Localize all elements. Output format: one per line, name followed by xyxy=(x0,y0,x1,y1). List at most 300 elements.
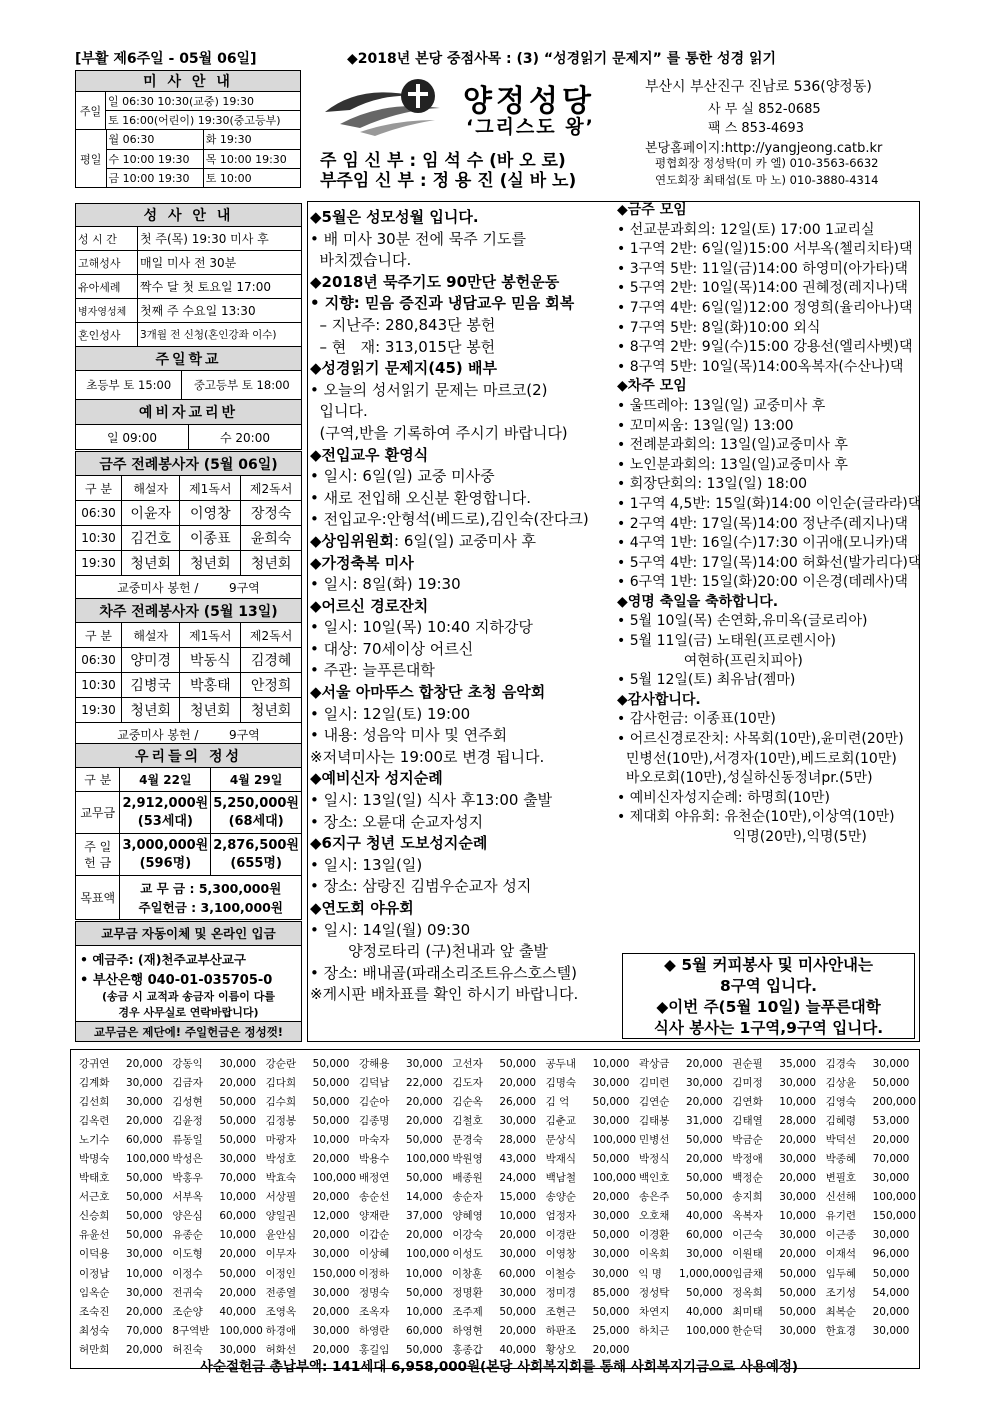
notice-line: • 장소: 배내골(파래소리조트유스호스텔) xyxy=(310,963,577,982)
donor-name: 노기수 xyxy=(79,1134,110,1147)
donor-amount: 60,000 xyxy=(685,1229,723,1242)
donor-name: 양혜영 xyxy=(452,1210,483,1223)
donor-amount: 50,000 xyxy=(219,1267,256,1280)
offering-title: 우리들의 정성 xyxy=(76,744,302,768)
server-name: 김건호 xyxy=(122,526,180,551)
donor-amount: 100,000 xyxy=(592,1134,637,1147)
donor-name: 박재식 xyxy=(545,1153,577,1166)
donor-amount: 1,000,000 xyxy=(679,1267,733,1280)
donor-amount: 20,000 xyxy=(405,1115,443,1128)
server-name: 이윤자 xyxy=(122,501,180,526)
donor-entry xyxy=(172,1284,265,1303)
donor-amount: 30,000 xyxy=(312,1286,350,1299)
donor-entry xyxy=(732,1188,825,1207)
notice-line: • 전례분과회의: 13일(일)교중미사 후 xyxy=(617,437,848,454)
donor-name: 전귀숙 xyxy=(172,1286,203,1299)
donor-amount: 20,000 xyxy=(219,1077,257,1090)
notice-line: • 주관: 늘푸른대학 xyxy=(310,661,435,680)
donor-name: 김연화 xyxy=(732,1096,763,1109)
donor-amount: 20,000 xyxy=(592,1343,630,1356)
notice-heading: ◆성경읽기 문제지(45) 배부 xyxy=(310,359,497,378)
col-header: 구 분 xyxy=(76,476,122,501)
donor-entry xyxy=(266,1131,359,1150)
donor-name: 박원영 xyxy=(452,1153,483,1166)
donor-amount: 50,000 xyxy=(126,1191,163,1204)
offering-label: 주 일 헌 금 xyxy=(76,834,120,876)
col-header: 제1독서 xyxy=(180,476,241,501)
donor-amount: 30,000 xyxy=(872,1324,910,1337)
donor-amount: 30,000 xyxy=(779,1077,817,1090)
donor-entry xyxy=(359,1284,452,1303)
target-collection: 주일헌금 : 3,100,000원 xyxy=(138,899,283,915)
donor-entry xyxy=(79,1131,172,1150)
donor-entry xyxy=(266,1074,359,1093)
notice-line: • 예비신자성지순례: 하명희(10만) xyxy=(617,789,830,806)
sacrament-label: 병자영성체 xyxy=(76,299,138,323)
donor-row xyxy=(79,1188,919,1207)
donor-name: 이덕용 xyxy=(79,1248,110,1261)
donor-entry xyxy=(826,1284,919,1303)
donor-name: 조숙진 xyxy=(79,1305,110,1318)
donor-entry xyxy=(79,1322,172,1341)
notice-line: • 4구역 1반: 16일(수)17:30 이귀애(모니카)댁 xyxy=(617,535,908,552)
coffee-line: 8구역 입니다. xyxy=(720,977,817,995)
donor-row xyxy=(79,1150,919,1169)
donor-name: 박홍우 xyxy=(172,1172,203,1185)
donor-entry xyxy=(546,1169,639,1188)
servers-next-week-table xyxy=(75,598,302,747)
offering-amount: 2,912,000원 xyxy=(122,795,209,811)
donor-amount: 50,000 xyxy=(685,1134,723,1147)
donor-name: 김미정 xyxy=(732,1077,763,1090)
donor-amount: 20,000 xyxy=(685,1096,723,1109)
donor-amount: 30,000 xyxy=(219,1058,257,1070)
donor-entry xyxy=(359,1322,452,1341)
donor-amount: 20,000 xyxy=(592,1191,630,1204)
donor-name: 이옥희 xyxy=(638,1248,670,1261)
donor-name: 임옥순 xyxy=(79,1286,110,1299)
notice-line: • 배 미사 30분 전에 묵주 기도를 xyxy=(310,229,526,248)
notice-line: • 일시: 13일(일) 식사 후13:00 출발 xyxy=(310,791,553,810)
notice-line: • 일시: 6일(일) 교중 미사중 xyxy=(310,467,495,486)
offering-table xyxy=(75,743,302,920)
donor-row xyxy=(79,1265,919,1284)
donor-row xyxy=(79,1226,919,1245)
notice-line: 민병선(10만),서경자(10만),베드로회(10만) xyxy=(617,750,897,767)
donor-entry xyxy=(732,1226,825,1245)
notice-line: • 장소: 오륜대 순교자성지 xyxy=(310,812,484,831)
donor-name: 김금자 xyxy=(172,1077,203,1090)
donor-name: 강해용 xyxy=(358,1058,390,1070)
notice-line: • 노인분과회의: 13일(일)교중미사 후 xyxy=(617,456,848,473)
bank-note: (송금 시 교적과 송금자 이름이 다를 xyxy=(102,990,275,1003)
donor-entry xyxy=(639,1055,732,1074)
donor-amount: 60,000 xyxy=(498,1267,536,1280)
donor-entry xyxy=(79,1188,172,1207)
donor-name: 김명숙 xyxy=(545,1077,577,1090)
notice-line: • 내용: 성음악 미사 및 연주회 xyxy=(310,726,508,745)
donor-amount: 30,000 xyxy=(779,1191,817,1204)
donor-amount: 30,000 xyxy=(592,1077,630,1090)
notice-heading: ◆차주 모임 xyxy=(617,378,687,395)
donor-entry xyxy=(79,1226,172,1245)
donor-name: 허만희 xyxy=(79,1343,110,1356)
offering-count: (655명) xyxy=(230,855,282,871)
donor-entry xyxy=(546,1226,639,1245)
donor-amount: 50,000 xyxy=(499,1305,537,1318)
donor-amount: 40,000 xyxy=(685,1305,723,1318)
donor-name: 이재석 xyxy=(825,1248,857,1261)
donor-amount: 30,000 xyxy=(126,1286,163,1299)
notice-line: • 1구역 4,5반: 15일(화)14:00 이인순(글라라)댁 xyxy=(617,495,922,512)
donor-amount: 50,000 xyxy=(779,1305,817,1318)
notice-heading: ◆5월은 성모성월 입니다. xyxy=(310,208,479,226)
donor-amount: 60,000 xyxy=(126,1134,163,1147)
donor-name: 박명숙 xyxy=(79,1153,110,1166)
donor-name: 한효경 xyxy=(825,1324,857,1337)
servers-this-week-table xyxy=(75,451,302,600)
donor-name: 박성은 xyxy=(172,1153,203,1166)
donor-name: 조영옥 xyxy=(265,1305,297,1318)
donor-entry xyxy=(826,1265,919,1284)
notice-heading: ◆예비신자 성지순례 xyxy=(310,769,443,788)
donor-name: 마숙자 xyxy=(358,1134,390,1147)
donor-amount: 10,000 xyxy=(219,1229,257,1242)
donor-entry xyxy=(452,1284,545,1303)
donor-entry xyxy=(265,1265,358,1284)
donor-entry xyxy=(732,1303,825,1322)
donor-amount: 10,000 xyxy=(126,1267,163,1280)
notice-line: • 전입교우:안형석(베드로),김인숙(잔다크) xyxy=(310,510,589,529)
donor-name: 홍종갑 xyxy=(452,1343,483,1356)
donor-amount: 20,000 xyxy=(219,1286,257,1299)
donor-amount: 50,000 xyxy=(592,1305,630,1318)
donor-entry xyxy=(359,1055,452,1074)
notice-line: • 8구역 2반: 9일(수)15:00 강용선(엘리사벳)댁 xyxy=(617,339,913,356)
donor-entry xyxy=(639,1112,732,1131)
target-label: 목표액 xyxy=(76,876,120,920)
donor-amount: 70,000 xyxy=(219,1172,257,1185)
donor-name: 이근종 xyxy=(825,1229,857,1242)
donor-amount: 20,000 xyxy=(499,1077,537,1090)
donor-name: 변필호 xyxy=(825,1172,857,1185)
donor-name: 하치근 xyxy=(638,1324,670,1337)
notice-line: • 2구역 4반: 17일(목)14:00 정난주(레지나)댁 xyxy=(617,515,908,532)
donor-name: 이경환 xyxy=(638,1229,670,1242)
donor-name: 이상혜 xyxy=(358,1248,390,1261)
donor-entry xyxy=(732,1169,825,1188)
donor-amount: 50,000 xyxy=(126,1172,163,1185)
notice-heading: ◆연도회 야유회 xyxy=(310,899,414,917)
top-bar xyxy=(75,48,920,67)
offertory-this: 교중미사 봉헌 / 9구역 xyxy=(76,576,302,600)
notice-line: 익명(20만),익명(5만) xyxy=(617,829,867,845)
server-name: 박홍태 xyxy=(180,673,241,698)
sacrament-value: 매일 미사 전 30분 xyxy=(138,251,302,275)
donor-entry xyxy=(172,1322,265,1341)
donor-list xyxy=(70,1049,920,1375)
donor-entry xyxy=(826,1093,919,1112)
parish-address: 부산시 부산진구 진남로 536(양정동) xyxy=(645,79,872,95)
donor-name: 이정남 xyxy=(79,1267,110,1280)
server-name: 청년회 xyxy=(241,551,302,576)
coffee-line: ◆이번 주(5월 10일) 늘푸른대학 xyxy=(656,998,881,1016)
donor-amount: 10,000 xyxy=(312,1134,350,1147)
donor-amount: 20,000 xyxy=(312,1191,350,1204)
offering-amount: 3,000,000원 xyxy=(122,837,209,853)
mass-schedule-table xyxy=(75,70,301,188)
donor-amount: 20,000 xyxy=(312,1343,350,1356)
donor-entry xyxy=(546,1188,639,1207)
server-time: 06:30 xyxy=(76,648,122,673)
donor-amount: 10,000 xyxy=(779,1096,817,1109)
donor-name: 정명환 xyxy=(452,1286,483,1299)
donor-entry xyxy=(359,1093,452,1112)
donor-entry xyxy=(826,1322,919,1341)
col-header: 구 분 xyxy=(76,768,120,792)
donor-entry xyxy=(732,1245,825,1264)
donor-entry xyxy=(172,1074,265,1093)
sacrament-value: 3개월 전 신청(혼인강좌 이수) xyxy=(138,323,302,347)
donor-entry xyxy=(359,1150,452,1169)
donor-entry xyxy=(826,1074,919,1093)
homepage-link[interactable]: 본당홈페이지:http://yangjeong.catb.kr xyxy=(645,141,883,156)
donor-amount: 30,000 xyxy=(312,1248,350,1261)
donor-entry xyxy=(266,1188,359,1207)
notice-heading: ◆감사합니다. xyxy=(617,691,701,708)
donor-name: 김계화 xyxy=(79,1077,110,1090)
donor-entry xyxy=(732,1322,825,1341)
catechumen-wed: 수 20:00 xyxy=(220,430,270,445)
donor-amount: 50,000 xyxy=(779,1286,817,1299)
weekday-thu: 목 10:00 19:30 xyxy=(203,149,300,168)
donor-name: 김윤정 xyxy=(172,1115,203,1128)
sacrament-title: 성 사 안 내 xyxy=(76,204,302,227)
donor-amount: 200,000 xyxy=(872,1096,917,1109)
donor-amount: 20,000 xyxy=(685,1058,723,1070)
donor-amount: 20,000 xyxy=(312,1229,350,1242)
fax-number: 팩 스 853-4693 xyxy=(708,121,804,136)
server-name: 양미경 xyxy=(122,648,180,673)
donor-amount: 10,000 xyxy=(499,1210,537,1223)
parish-logo xyxy=(320,74,460,138)
donor-entry xyxy=(826,1188,919,1207)
donor-entry xyxy=(359,1226,452,1245)
donor-amount: 50,000 xyxy=(685,1286,723,1299)
bank-note: 경우 사무실로 연락바랍니다) xyxy=(118,1006,259,1019)
donor-entry xyxy=(732,1112,825,1131)
donor-name: 정옥희 xyxy=(732,1286,763,1299)
donor-name: 이갑순 xyxy=(358,1229,390,1242)
donor-name: 박덕선 xyxy=(825,1134,857,1147)
donor-name: 박성호 xyxy=(265,1153,297,1166)
donor-amount: 50,000 xyxy=(405,1172,443,1185)
donor-entry xyxy=(452,1322,545,1341)
donor-name: 박금순 xyxy=(732,1134,763,1147)
donor-name: 이철승 xyxy=(545,1267,576,1280)
donor-amount: 31,000 xyxy=(685,1115,723,1128)
donor-name: 김덕남 xyxy=(358,1077,390,1090)
donor-entry xyxy=(79,1150,172,1169)
donor-row xyxy=(79,1112,919,1131)
donor-name: 김태봉 xyxy=(638,1115,670,1128)
donor-entry xyxy=(266,1169,359,1188)
server-name: 이종표 xyxy=(180,526,241,551)
offertory-next: 교중미사 봉헌 / 9구역 xyxy=(76,723,302,747)
notice-line: – 지난주: 280,843단 봉헌 xyxy=(310,315,496,334)
donor-amount: 50,000 xyxy=(592,1153,630,1166)
server-name: 청년회 xyxy=(122,698,180,723)
donor-amount: 20,000 xyxy=(126,1058,163,1070)
donor-row xyxy=(79,1074,919,1093)
donor-amount: 50,000 xyxy=(872,1077,910,1090)
notice-line: • 새로 전입해 오신분 환영합니다. xyxy=(310,488,532,507)
col-header: 제2독서 xyxy=(241,623,302,648)
col-header: 제1독서 xyxy=(180,623,241,648)
notice-heading: ◆6지구 청년 도보성지순례 xyxy=(310,834,488,853)
donor-entry xyxy=(79,1341,172,1360)
notices-right xyxy=(617,201,922,848)
sacrament-label: 유아세례 xyxy=(76,275,138,299)
donor-entry xyxy=(172,1207,265,1226)
bank-account: • 부산은행 040-01-035705-0 xyxy=(80,973,273,988)
donor-entry xyxy=(639,1303,732,1322)
donor-amount: 150,000 xyxy=(312,1267,356,1280)
donor-name: 송순선 xyxy=(358,1191,390,1204)
donor-amount: 50,000 xyxy=(405,1343,443,1356)
donor-entry xyxy=(452,1169,545,1188)
server-time: 06:30 xyxy=(76,501,122,526)
donor-name: 박태호 xyxy=(79,1172,110,1185)
donor-entry xyxy=(452,1226,545,1245)
donor-entry xyxy=(546,1245,639,1264)
donor-entry xyxy=(639,1093,732,1112)
donor-entry xyxy=(452,1074,545,1093)
donor-amount: 50,000 xyxy=(499,1058,537,1070)
donor-entry xyxy=(732,1093,825,1112)
donor-name: 이영창 xyxy=(545,1248,577,1261)
donor-name: 옥복자 xyxy=(732,1210,763,1223)
donor-entry xyxy=(266,1245,359,1264)
donor-amount: 50,000 xyxy=(312,1115,350,1128)
notice-line: • 5월 10일(목) 손연화,유미옥(글로리아) xyxy=(617,613,868,630)
donor-amount: 20,000 xyxy=(219,1248,257,1261)
donor-name: 이정수 xyxy=(172,1267,203,1280)
notice-line: • 일시: 10일(목) 10:40 지하강당 xyxy=(310,618,533,637)
issue-date: [부활 제6주일 - 05월 06일] xyxy=(75,51,257,67)
donor-amount: 37,000 xyxy=(405,1210,443,1223)
weekday-label: 평일 xyxy=(76,130,106,187)
donor-name: 허진숙 xyxy=(172,1343,203,1356)
donor-rows xyxy=(79,1055,919,1360)
donor-name: 문경숙 xyxy=(452,1134,483,1147)
donor-name xyxy=(826,1341,873,1360)
donor-name: 송양순 xyxy=(545,1191,577,1204)
notice-line: 여현하(프린치피아) xyxy=(617,652,803,669)
donor-entry xyxy=(826,1169,919,1188)
donor-name: 오호채 xyxy=(638,1210,670,1223)
donor-total: 사순절헌금 총납부액: 141세대 6,958,000원(본당 사회복지회를 통해 사회복지기금으로 사용예정) xyxy=(199,1358,799,1375)
donor-entry xyxy=(452,1131,545,1150)
donor-amount: 50,000 xyxy=(872,1267,910,1280)
col-header: 제2독서 xyxy=(241,476,302,501)
donor-amount: 24,000 xyxy=(499,1172,537,1185)
donor-entry xyxy=(546,1055,639,1074)
donor-amount: 20,000 xyxy=(872,1305,910,1318)
donor-entry xyxy=(172,1112,265,1131)
donor-amount: 30,000 xyxy=(592,1248,630,1261)
donor-name: 한순덕 xyxy=(732,1324,763,1337)
donor-entry xyxy=(172,1150,265,1169)
donor-entry xyxy=(639,1169,732,1188)
donor-name: 하영현 xyxy=(452,1324,483,1337)
donor-entry xyxy=(826,1207,919,1226)
notice-line: • 일시: 8일(화) 19:30 xyxy=(310,575,461,594)
donor-name: 전종열 xyxy=(265,1286,297,1299)
donor-name: 서근호 xyxy=(79,1191,110,1204)
donor-amount: 30,000 xyxy=(219,1153,257,1166)
donor-entry xyxy=(639,1074,732,1093)
donor-amount: 30,000 xyxy=(499,1248,537,1261)
server-name: 청년회 xyxy=(241,698,302,723)
donor-name: 백정순 xyxy=(732,1172,763,1185)
donor-name: 송지희 xyxy=(732,1191,763,1204)
weekday-wed: 수 10:00 19:30 xyxy=(106,149,203,168)
notice-line: • 일시: 14일(월) 09:30 xyxy=(310,920,471,939)
donor-amount: 100,000 xyxy=(872,1191,917,1204)
server-time: 19:30 xyxy=(76,551,122,576)
server-name: 윤희숙 xyxy=(241,526,302,551)
donor-entry xyxy=(359,1265,452,1284)
notice-line: • 7구역 5반: 8일(화)10:00 외식 xyxy=(617,319,821,336)
donor-name: 유종순 xyxy=(172,1229,203,1242)
notice-heading xyxy=(310,531,618,553)
offering-label: 교무금 xyxy=(76,792,120,834)
donor-row xyxy=(79,1093,919,1112)
notice-line: • 장소: 삼랑진 김범우순교자 성지 xyxy=(310,877,532,896)
donor-amount: 10,000 xyxy=(779,1210,817,1223)
donor-entry xyxy=(452,1265,545,1284)
sacrament-label: 고해성사 xyxy=(76,251,138,275)
donor-row xyxy=(79,1055,919,1074)
notice-line: 입니다. xyxy=(310,402,368,421)
col-header: 해설자 xyxy=(122,623,180,648)
donor-amount: 26,000 xyxy=(499,1096,537,1109)
donor-amount: 10,000 xyxy=(592,1058,630,1070)
donor-entry xyxy=(546,1322,639,1341)
donor-entry xyxy=(452,1303,545,1322)
donor-row xyxy=(79,1131,919,1150)
donor-name: 김영숙 xyxy=(825,1096,857,1109)
donor-name: 배종원 xyxy=(452,1172,483,1185)
notice-text: : 6일(일) 교중미사 후 xyxy=(394,531,537,550)
donor-amount: 30,000 xyxy=(499,1286,537,1299)
donor-entry xyxy=(639,1207,732,1226)
donor-name: 홍길임 xyxy=(358,1343,390,1356)
notice-heading: ◆서울 아마뚜스 합창단 초청 음악회 xyxy=(310,683,546,702)
donor-entry xyxy=(266,1055,359,1074)
donor-entry xyxy=(546,1112,639,1131)
donor-amount: 30,000 xyxy=(592,1210,630,1223)
notice-heading: ◆어르신 경로잔치 xyxy=(310,596,429,615)
donor-entry xyxy=(546,1207,639,1226)
donor-name: 류동일 xyxy=(172,1134,203,1147)
donor-amount: 40,000 xyxy=(685,1210,723,1223)
donor-name: 윤안심 xyxy=(265,1229,297,1242)
sunday-school-title: 주일학교 xyxy=(76,347,302,371)
donor-name: 최미태 xyxy=(732,1305,763,1318)
donor-entry xyxy=(546,1284,639,1303)
